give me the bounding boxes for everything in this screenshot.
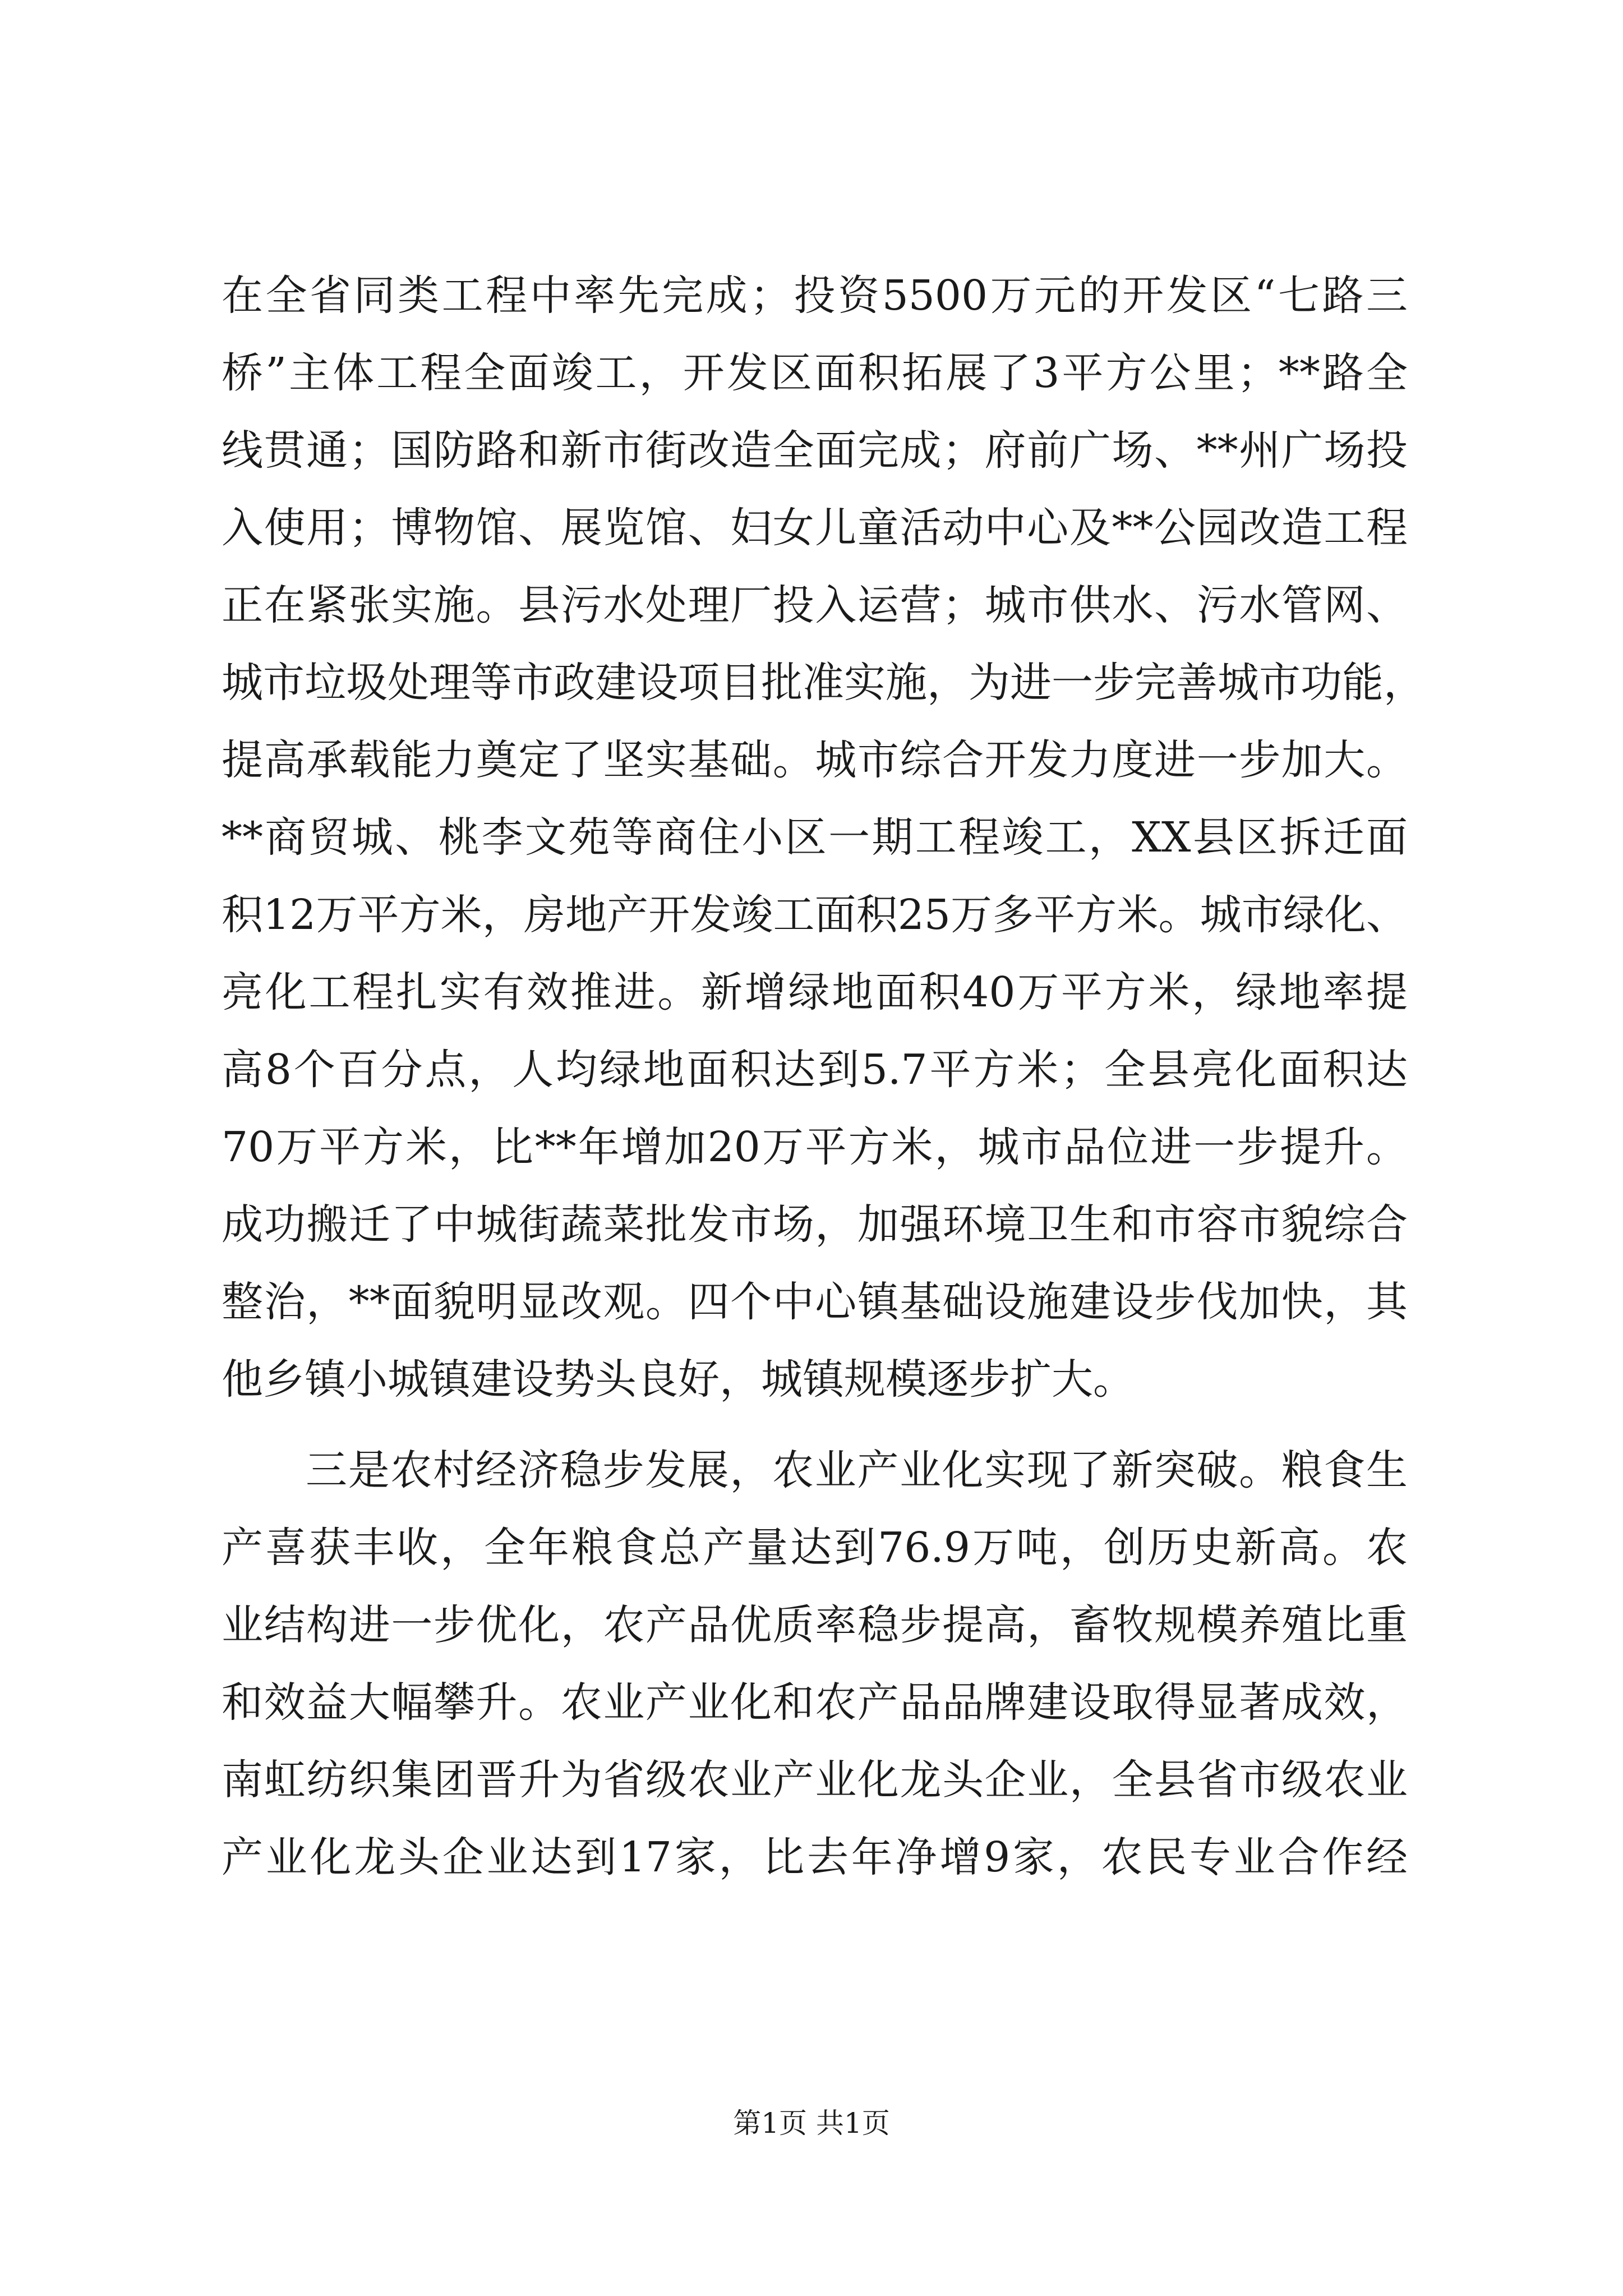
paragraph-1-line-13: 成功搬迁了中城街蔬菜批发市场，加强环境卫生和市容市貌综合 xyxy=(222,1200,1408,1249)
document-body xyxy=(222,257,1425,1896)
page-footer: 第1页 共1页 xyxy=(733,2107,890,2139)
paragraph-2-line-5: 南虹纺织集团晋升为省级农业产业化龙头企业，全县省市级农业 xyxy=(222,1756,1408,1804)
paragraph-1-line-6: 城市垃圾处理等市政建设项目批准实施，为进一步完善城市功能， xyxy=(222,659,1425,707)
paragraph-1-line-9: 积12万平方米，房地产开发竣工面积25万多平方米。城市绿化、 xyxy=(222,891,1408,939)
paragraph-1-line-3: 线贯通；国防路和新市街改造全面完成；府前广场、**州广场投 xyxy=(222,426,1408,475)
paragraph-1-line-14: 整治，**面貌明显改观。四个中心镇基础设施建设步伐加快，其 xyxy=(222,1278,1408,1326)
paragraph-2-line-6: 产业化龙头企业达到17家，比去年净增9家，农民专业合作经 xyxy=(222,1833,1408,1881)
paragraph-2-line-3: 业结构进一步优化，农产品优质率稳步提高，畜牧规模养殖比重 xyxy=(222,1601,1408,1649)
paragraph-1-line-1: 在全省同类工程中率先完成；投资5500万元的开发区“七路三 xyxy=(222,272,1408,320)
paragraph-1-line-2: 桥”主体工程全面竣工，开发区面积拓展了3平方公里；**路全 xyxy=(222,349,1408,397)
paragraph-spacer xyxy=(222,1418,1408,1432)
paragraph-2-line-4: 和效益大幅攀升。农业产业化和农产品品牌建设取得显著成效， xyxy=(222,1678,1408,1727)
paragraph-1-line-4: 入使用；博物馆、展览馆、妇女儿童活动中心及**公园改造工程 xyxy=(222,504,1408,552)
paragraph-1-line-7: 提高承载能力奠定了坚实基础。城市综合开发力度进一步加大。 xyxy=(222,736,1408,784)
paragraph-1-line-15: 他乡镇小城镇建设势头良好，城镇规模逐步扩大。 xyxy=(222,1355,1135,1404)
paragraph-1-line-11: 高8个百分点，人均绿地面积达到5.7平方米；全县亮化面积达 xyxy=(222,1046,1408,1094)
paragraph-1-line-10: 亮化工程扎实有效推进。新增绿地面积40万平方米，绿地率提 xyxy=(222,968,1408,1016)
paragraph-1-line-8: **商贸城、桃李文苑等商住小区一期工程竣工，XX县区拆迁面 xyxy=(222,813,1408,862)
paragraph-2-line-2: 产喜获丰收，全年粮食总产量达到76.9万吨，创历史新高。农 xyxy=(222,1524,1408,1572)
paragraph-1-line-12: 70万平方米，比**年增加20万平方米，城市品位进一步提升。 xyxy=(222,1123,1408,1171)
paragraph-1-line-5: 正在紧张实施。县污水处理厂投入运营；城市供水、污水管网、 xyxy=(222,581,1408,629)
paragraph-2-line-1: 三是农村经济稳步发展，农业产业化实现了新突破。粮食生 xyxy=(306,1446,1408,1494)
